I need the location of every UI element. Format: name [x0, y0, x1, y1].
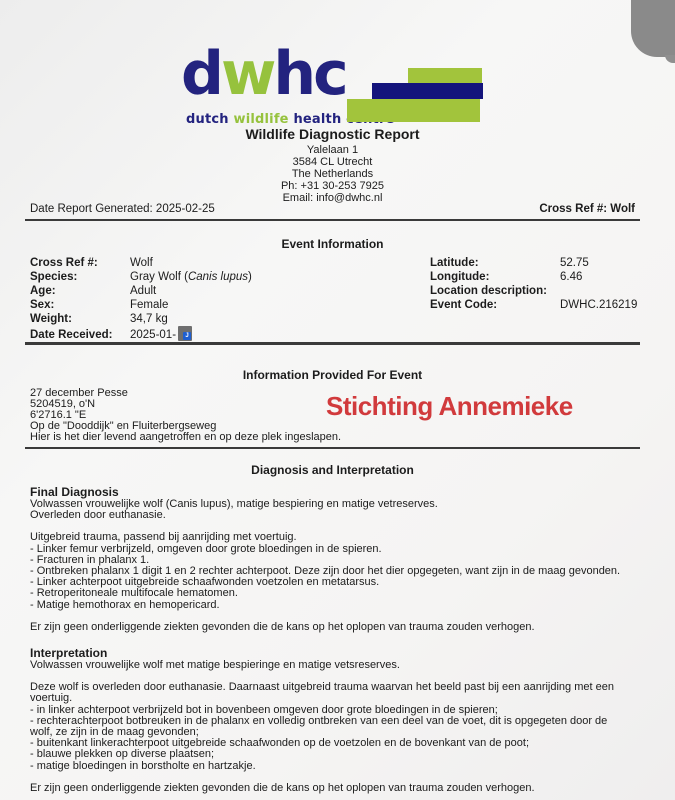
field-label: Longitude: [430, 271, 490, 283]
tagline-word: health [293, 112, 342, 127]
interpretation-bullet: - matige bloedingen in borstholte en hartzakje. [30, 759, 256, 772]
event-row-latitude [430, 256, 637, 270]
field-label: Date Received: [30, 329, 113, 341]
interpretation-line: Volwassen vrouwelijke wolf met matige bespieringe en matige vetsreserves. [30, 659, 400, 672]
no-underlying-disease-line: Er zijn geen onderliggende ziekten gevonden die de kans op het oplopen van trauma zouden verhogen. [30, 620, 535, 633]
meta-row [30, 203, 635, 215]
logo-letter: d [181, 39, 221, 109]
field-value: 2025-01- [130, 329, 177, 341]
event-row-species [30, 270, 252, 284]
info-line: Hier is het dier levend aangetroffen en op deze plek ingeslapen. [30, 431, 342, 443]
photo-corner-background [631, 0, 675, 57]
field-value: Gray Wolf ( [130, 271, 188, 283]
interpretation-bullet: - in linker achterpoot verbrijzeld bot in bovenbeen omgeven door grote bloedingen in de spieren; [30, 703, 498, 716]
event-row-cross-ref [30, 256, 252, 270]
field-value: 6.46 [560, 271, 583, 283]
interpretation-heading: Interpretation [30, 646, 108, 661]
email-line: Email: info@dwhc.nl [282, 192, 383, 204]
tagline-word: wildlife [233, 112, 289, 127]
event-row-longitude [430, 270, 637, 284]
field-value: DWHC.216219 [560, 299, 638, 311]
diagnosis-bullet: - Retroperitoneale multifocale hematomen. [30, 587, 238, 600]
address-block [25, 144, 640, 204]
divider [25, 219, 640, 221]
field-value: Female [130, 299, 169, 311]
field-label: Weight: [30, 313, 72, 325]
field-label: Species: [30, 271, 78, 283]
interpretation-bullet: - rechterachterpoot botbreuken in de phalanx en volledig ontbreken van een deel van de voet, dit is opgegeten door de wolf, ze zijn in de maag gevonden; [30, 714, 608, 739]
no-underlying-disease-line: Er zijn geen onderliggende ziekten gevonden die de kans op het oplopen van trauma zouden verhogen. [30, 781, 535, 794]
logo-letter: c [313, 39, 346, 109]
address-line: The Netherlands [291, 168, 374, 180]
event-info-left-column [30, 256, 252, 340]
event-row-age [30, 284, 252, 298]
field-label: Cross Ref #: [30, 257, 98, 269]
stair-bars-logo-icon [347, 99, 480, 122]
address-line: 3584 CL Utrecht [292, 156, 373, 168]
event-information-heading: Event Information [281, 237, 384, 251]
redaction-badge-icon: J [183, 332, 191, 340]
field-value: 52.75 [560, 257, 589, 269]
address-line: Yalelaan 1 [306, 144, 359, 156]
interpretation-bullet: - blauwe plekken op diverse plaatsen; [30, 748, 215, 761]
event-row-location-description [430, 284, 637, 298]
diagnosis-line: Uitgebreid trauma, passend bij aanrijding met voertuig. [30, 531, 297, 544]
date-report-generated: Date Report Generated: 2025-02-25 [30, 203, 215, 215]
interpretation-line: Deze wolf is overleden door euthanasie. Daarnaast uitgebreid trauma waarvan het beeld past bij een aanrijding met een voertuig. [30, 681, 614, 705]
logo-letter: h [273, 39, 314, 109]
field-value: Adult [130, 285, 157, 297]
diagnosis-bullet: - Fracturen in phalanx 1. [30, 553, 150, 566]
diagnosis-heading: Diagnosis and Interpretation [251, 463, 414, 477]
final-diagnosis-heading: Final Diagnosis [30, 485, 119, 499]
diagnosis-bullet: - Matige hemothorax en hemopericard. [30, 598, 220, 611]
event-row-sex [30, 298, 252, 312]
stair-bars-logo-icon [372, 83, 483, 99]
event-info-right-column [430, 256, 637, 312]
info-line: Op de "Dooddijk" en Fluiterbergseweg [30, 420, 217, 432]
info-line: 5204519, o'N [30, 398, 96, 410]
field-label: Latitude: [430, 257, 479, 269]
field-label: Sex: [30, 299, 55, 311]
redacted-date-box [178, 326, 192, 341]
stair-bars-logo-icon [408, 68, 482, 83]
field-value: ) [248, 271, 252, 283]
field-label: Age: [30, 285, 56, 297]
logo-letter: w [220, 39, 274, 109]
event-row-date-received [30, 326, 252, 340]
diagnosis-bullet: - Ontbreken phalanx 1 digit 1 en 2 rechter achterpoot. Deze zijn door het dier opgegeten, want zijn in de maag gevonden. [30, 565, 621, 578]
info-line: 6'2716.1 "E [30, 409, 87, 421]
field-label: Location description: [430, 285, 547, 297]
field-value: Wolf [130, 257, 153, 269]
info-provided-heading: Information Provided For Event [242, 368, 423, 382]
interpretation-bullet: - buitenkant linkerachterpoot uitgebreide schaafwonden op de voetzolen en de bovenkant van de poot; [30, 737, 530, 750]
event-row-weight [30, 312, 252, 326]
field-label: Event Code: [430, 299, 498, 311]
phone-line: Ph: +31 30-253 7925 [280, 180, 385, 192]
info-line: 27 december Pesse [30, 387, 128, 399]
divider [25, 342, 640, 345]
diagnosis-bullet: - Linker achterpoot uitgebreide schaafwonden voetzolen en metatarsus. [30, 576, 380, 589]
stichting-annemieke-stamp: Stichting Annemieke [326, 391, 573, 421]
diagnosis-body [30, 486, 630, 794]
divider [25, 447, 640, 449]
diagnosis-bullet: - Linker femur verbrijzeld, omgeven door grote bloedingen in de spieren. [30, 542, 382, 555]
diagnosis-line: Overleden door euthanasie. [30, 509, 166, 522]
species-latin-name: Canis lupus [187, 271, 249, 283]
dwhc-logo [181, 39, 346, 109]
report-title: Wildlife Diagnostic Report [245, 126, 420, 142]
diagnosis-line: Volwassen vrouwelijke wolf (Canis lupus), matige bespiering en matige vetreserves. [30, 498, 438, 510]
cross-ref-header: Cross Ref #: Wolf [539, 203, 635, 215]
tagline-word: dutch [186, 112, 229, 127]
field-value: 34,7 kg [130, 313, 168, 325]
event-row-event-code [430, 298, 637, 312]
